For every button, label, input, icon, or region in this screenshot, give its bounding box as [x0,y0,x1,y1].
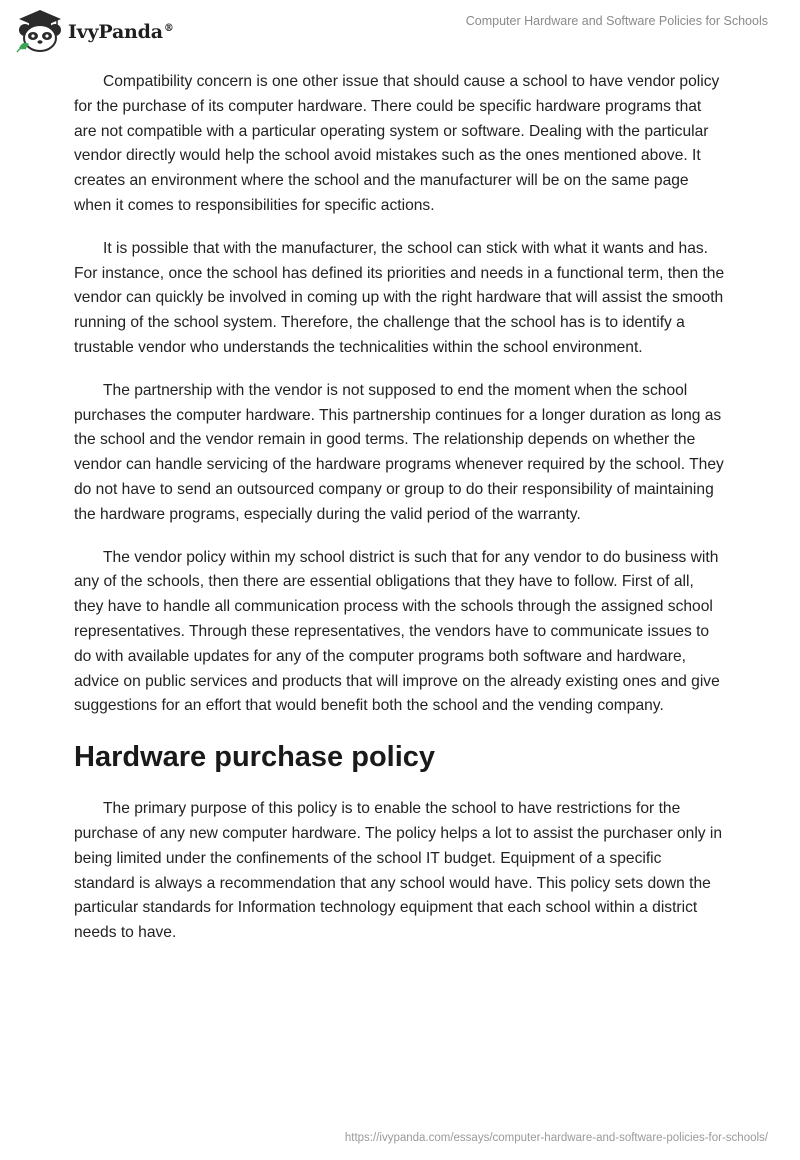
logo[interactable] [15,8,174,54]
source-url[interactable]: https://ivypanda.com/essays/computer-hardware-and-software-policies-for-schools/ [344,1132,768,1144]
brand-name: IvyPanda® [68,21,174,43]
paragraph: Compatibility concern is one other issue that should cause a school to have vendor policy for the purchase of its computer hardware. There could be specific hardware programs that are not compatible with a particular operating system or software. Dealing with the particular vendor directly would help the school avoid mistakes such as the ones mentioned above. It creates an environment where the school and the manufacturer will be on the same page when it comes to responsibilities for specific actions. [74,73,720,214]
section-heading: Hardware purchase policy [74,741,436,774]
paragraph: The vendor policy within my school district is such that for any vendor to do business with any of the schools, then there are essential obligations that they have to follow. First of all, they have to handle all communication process with the schools through the assigned school representatives. Through these representatives, the vendors have to communicate issues to do with available updates for any of the computer programs both software and hardware, advice on public services and products that will improve on the already existing ones and give suggestions for an effort that would benefit both the school and the vending company. [74,548,720,715]
page-header [0,0,800,70]
paragraph: It is possible that with the manufacturer, the school can stick with what it wants and has. For instance, once the school has defined its priorities and needs in a functional term, then the vendor can quickly be involved in coming up with the right hardware that will assist the smooth running of the school system. Therefore, the challenge that the school has is to identify a trustable vendor who understands the technicalities within the school environment. [74,239,725,356]
document-title: Computer Hardware and Software Policies for Schools [465,14,768,28]
paragraph: The primary purpose of this policy is to enable the school to have restrictions for the purchase of any new computer hardware. The policy helps a lot to assist the purchaser only in being limited under the confinements of the school IT budget. Equipment of a specific standard is always a recommendation that any school would have. This policy sets down the particular standards for Information technology equipment that each school within a district needs to have. [74,800,723,942]
paragraph: The partnership with the vendor is not supposed to end the moment when the school purchases the computer hardware. This partnership continues for a longer duration as long as the school and the vendor remain in good terms. The relationship depends on whether the vendor can handle servicing of the hardware programs whenever required by the school. They do not have to send an outsourced company or group to do their responsibility of maintaining the hardware programs, especially during the valid period of the warranty. [74,381,724,523]
panda-logo-icon [15,8,65,54]
article-body [74,70,726,964]
